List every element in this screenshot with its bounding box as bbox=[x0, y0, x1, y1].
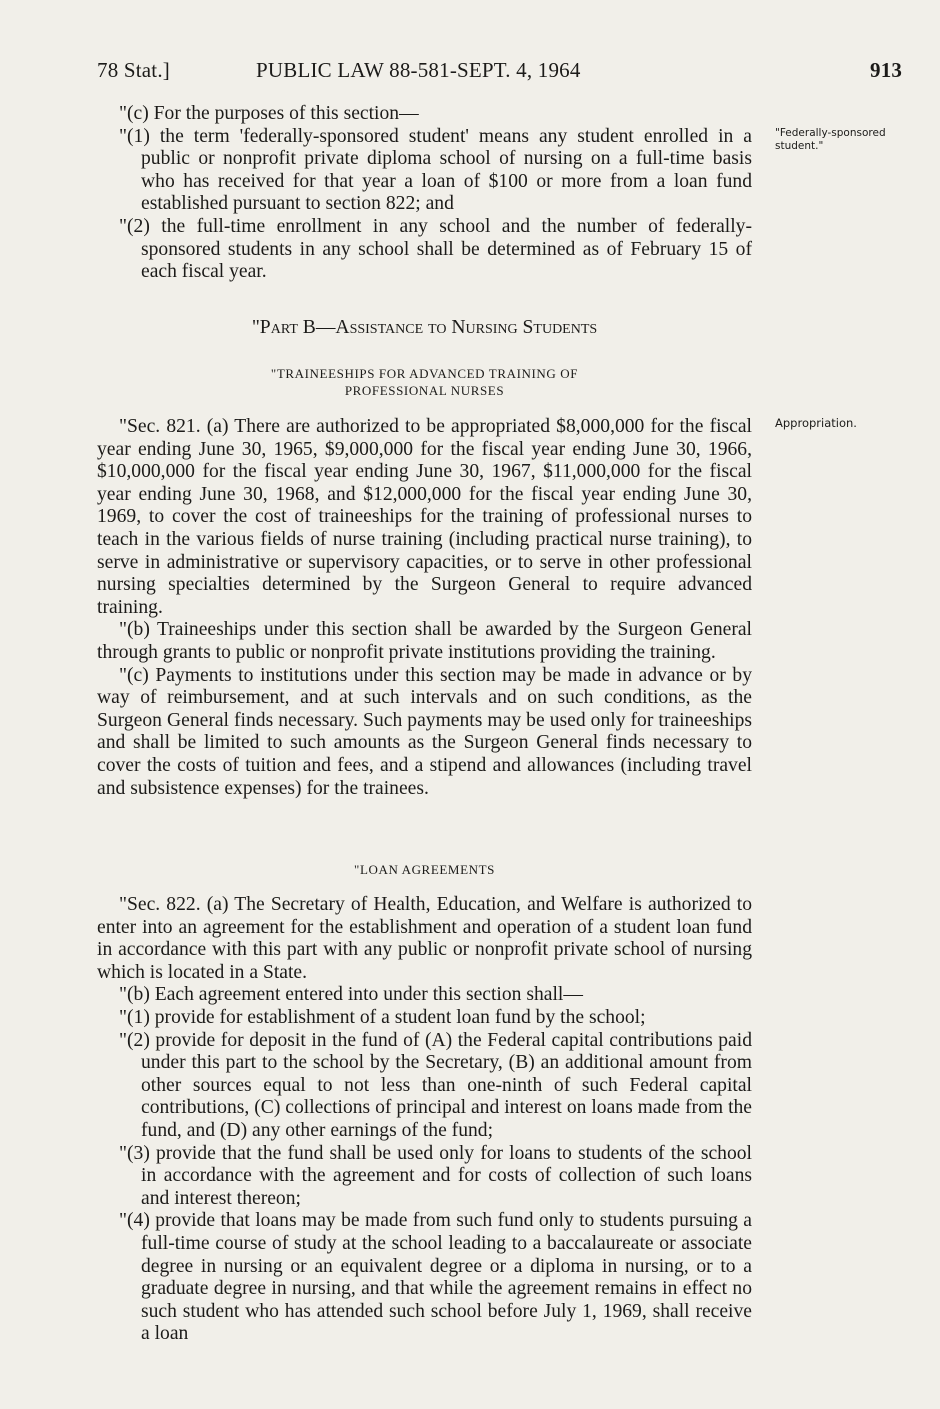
part-b-heading: "Part B—Assistance to Nursing Students bbox=[251, 317, 598, 338]
loan-agreements-heading: "LOAN AGREEMENTS bbox=[354, 862, 495, 877]
section-c-item-1: "(1) the term 'federally-sponsored student' means any student enrolled in a public or nonprofit private diploma school of nursing on a full-time basis who has received for that year a loan of $100 or more from a loan fund established pursuant to section 822; and bbox=[119, 125, 752, 215]
section-822 bbox=[97, 894, 752, 1346]
section-c-block bbox=[97, 103, 752, 284]
sec-822-b-1: "(1) provide for establishment of a student loan fund by the school; bbox=[119, 1006, 646, 1028]
sec-822-a: "Sec. 822. (a) The Secretary of Health, Education, and Welfare is authorized to enter into an agreement for the establishment and operation of a student loan fund in accordance with this part with any public or nonprofit private school of nursing which is located in a State. bbox=[97, 894, 752, 983]
section-821 bbox=[97, 416, 752, 800]
sec-822-b-4: "(4) provide that loans may be made from such fund only to students pursuing a full-time course of study at the school leading to a baccalaureate or associate degree in nursing or an equivalent degree or a diploma in nursing, or to a graduate degree in nursing, and that while the agreement remains in effect no such student who has attended such school before July 1, 1969, shall receive a loan bbox=[119, 1210, 752, 1345]
sec-822-b-3: "(3) provide that the fund shall be used only for loans to students of the school in accordance with the agreement and for costs of collection of such loans and interest thereon; bbox=[119, 1142, 752, 1209]
sec-822-b: "(b) Each agreement entered into under this section shall— bbox=[119, 984, 583, 1006]
traineeships-heading-block bbox=[97, 365, 752, 399]
section-c-item-2: "(2) the full-time enrollment in any school and the number of federally-sponsored students in any school shall be determined as of February 15 of each fiscal year. bbox=[119, 215, 752, 283]
sec-821-a: "Sec. 821. (a) There are authorized to be appropriated $8,000,000 for the fiscal year ending June 30, 1965, $9,000,000 for the fiscal year ending June 30, 1966, $10,000,000 for the fiscal year ending June 30, 1967, $11,000,000 for the fiscal year ending June 30, 1968, and $12,000,000 for the fiscal year ending June 30, 1969, to cover the cost of traineeships for the training of professional nurses to teach in the various fields of nurse training (including practical nurse training), to serve in administrative or supervisory capacities, or to serve in other professional nursing specialties determined by the Surgeon General to require advanced training. bbox=[97, 416, 752, 618]
sec-822-b-2: "(2) provide for deposit in the fund of (A) the Federal capital contributions paid under this part to the school by the Secretary, (B) an additional amount from other sources equal to not less than one-ninth of such Federal capital contributions, (C) collections of principal and interest on loans made from the fund, and (D) any other earnings of the fund; bbox=[119, 1029, 752, 1141]
margin-note-federally-sponsored: "Federally-sponsored student." bbox=[775, 127, 886, 152]
part-b-heading-block bbox=[97, 317, 752, 339]
running-head-title: PUBLIC LAW 88-581-SEPT. 4, 1964 bbox=[256, 58, 581, 82]
traineeships-heading-line2: PROFESSIONAL NURSES bbox=[344, 383, 505, 398]
traineeships-heading-line1: "TRAINEESHIPS FOR ADVANCED TRAINING OF bbox=[270, 366, 579, 381]
sec-821-c: "(c) Payments to institutions under this section may be made in advance or by way of reimbursement, and at such intervals and on such conditions, as the Surgeon General finds necessary. Such payments may be used only for traineeships and shall be limited to such amounts as the Surgeon General finds necessary to cover the costs of tuition and fees, and a stipend and allowances (including travel and subsistence expenses) for the trainees. bbox=[97, 664, 752, 799]
section-c-intro: "(c) For the purposes of this section— bbox=[119, 103, 419, 124]
running-head-volume bbox=[97, 58, 170, 83]
loan-heading-block bbox=[97, 861, 752, 878]
page-number: 913 bbox=[870, 58, 903, 82]
sec-821-b: "(b) Traineeships under this section shall be awarded by the Surgeon General through grants to public or nonprofit private institutions providing the training. bbox=[97, 619, 752, 663]
margin-note-appropriation: Appropriation. bbox=[775, 416, 857, 430]
stat-reference: 78 Stat.] bbox=[97, 58, 170, 82]
